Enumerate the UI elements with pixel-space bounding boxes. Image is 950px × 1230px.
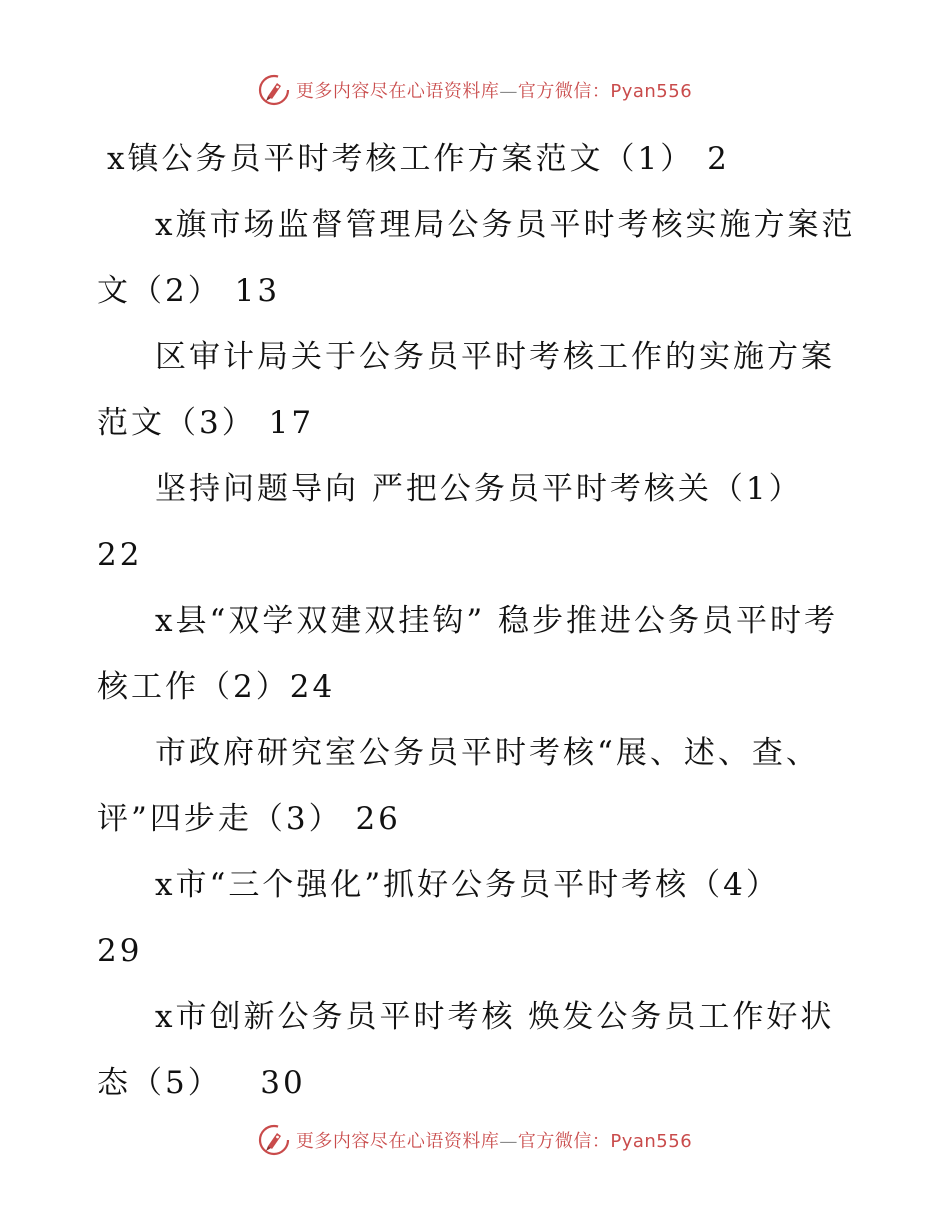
toc-entry[interactable] <box>97 126 857 192</box>
footer-banner <box>0 1120 950 1160</box>
banner-text: 更多内容尽在心语资料库—官方微信：Pyan556 <box>295 1131 693 1152</box>
toc-entry[interactable] <box>97 588 857 720</box>
toc-entry-title: 坚持问题导向 严把公务员平时考核关（1） <box>155 471 803 507</box>
toc-entry-page: 13 <box>234 273 281 309</box>
table-of-contents <box>97 126 857 1116</box>
toc-entry[interactable] <box>97 324 857 456</box>
pen-nib-logo-icon <box>258 74 290 106</box>
toc-entry-title: x县“双学双建双挂钩” 稳步推进公务员平时考核工作（2） <box>97 603 839 705</box>
toc-entry-page: 17 <box>268 405 315 441</box>
banner-text: 更多内容尽在心语资料库—官方微信：Pyan556 <box>295 81 693 102</box>
toc-entry-title: x市“三个强化”抓好公务员平时考核（4） <box>155 867 780 903</box>
toc-entry-title: x镇公务员平时考核工作方案范文（1） <box>107 141 695 177</box>
toc-entry-page: 22 <box>97 537 143 573</box>
toc-entry[interactable] <box>97 720 857 852</box>
toc-entry-title: 区审计局关于公务员平时考核工作的实施方案范文（3） <box>97 339 835 441</box>
header-banner <box>0 70 950 110</box>
toc-entry-page: 30 <box>260 1065 306 1101</box>
pen-nib-logo-icon <box>258 1124 290 1156</box>
toc-entry-page: 24 <box>289 669 336 705</box>
toc-entry[interactable] <box>97 984 857 1116</box>
toc-entry-page: 29 <box>97 933 143 969</box>
toc-entry[interactable] <box>97 456 857 588</box>
toc-entry-title: 市政府研究室公务员平时考核“展、述、查、评”四步走（3） <box>97 735 820 837</box>
toc-entry-page: 2 <box>707 141 730 177</box>
toc-entry-title: x旗市场监督管理局公务员平时考核实施方案范文（2） <box>97 207 856 309</box>
toc-entry[interactable] <box>97 192 857 324</box>
toc-entry-page: 26 <box>355 801 401 837</box>
toc-entry[interactable] <box>97 852 857 984</box>
toc-entry-title: x市创新公务员平时考核 焕发公务员工作好状态（5） <box>97 999 835 1101</box>
